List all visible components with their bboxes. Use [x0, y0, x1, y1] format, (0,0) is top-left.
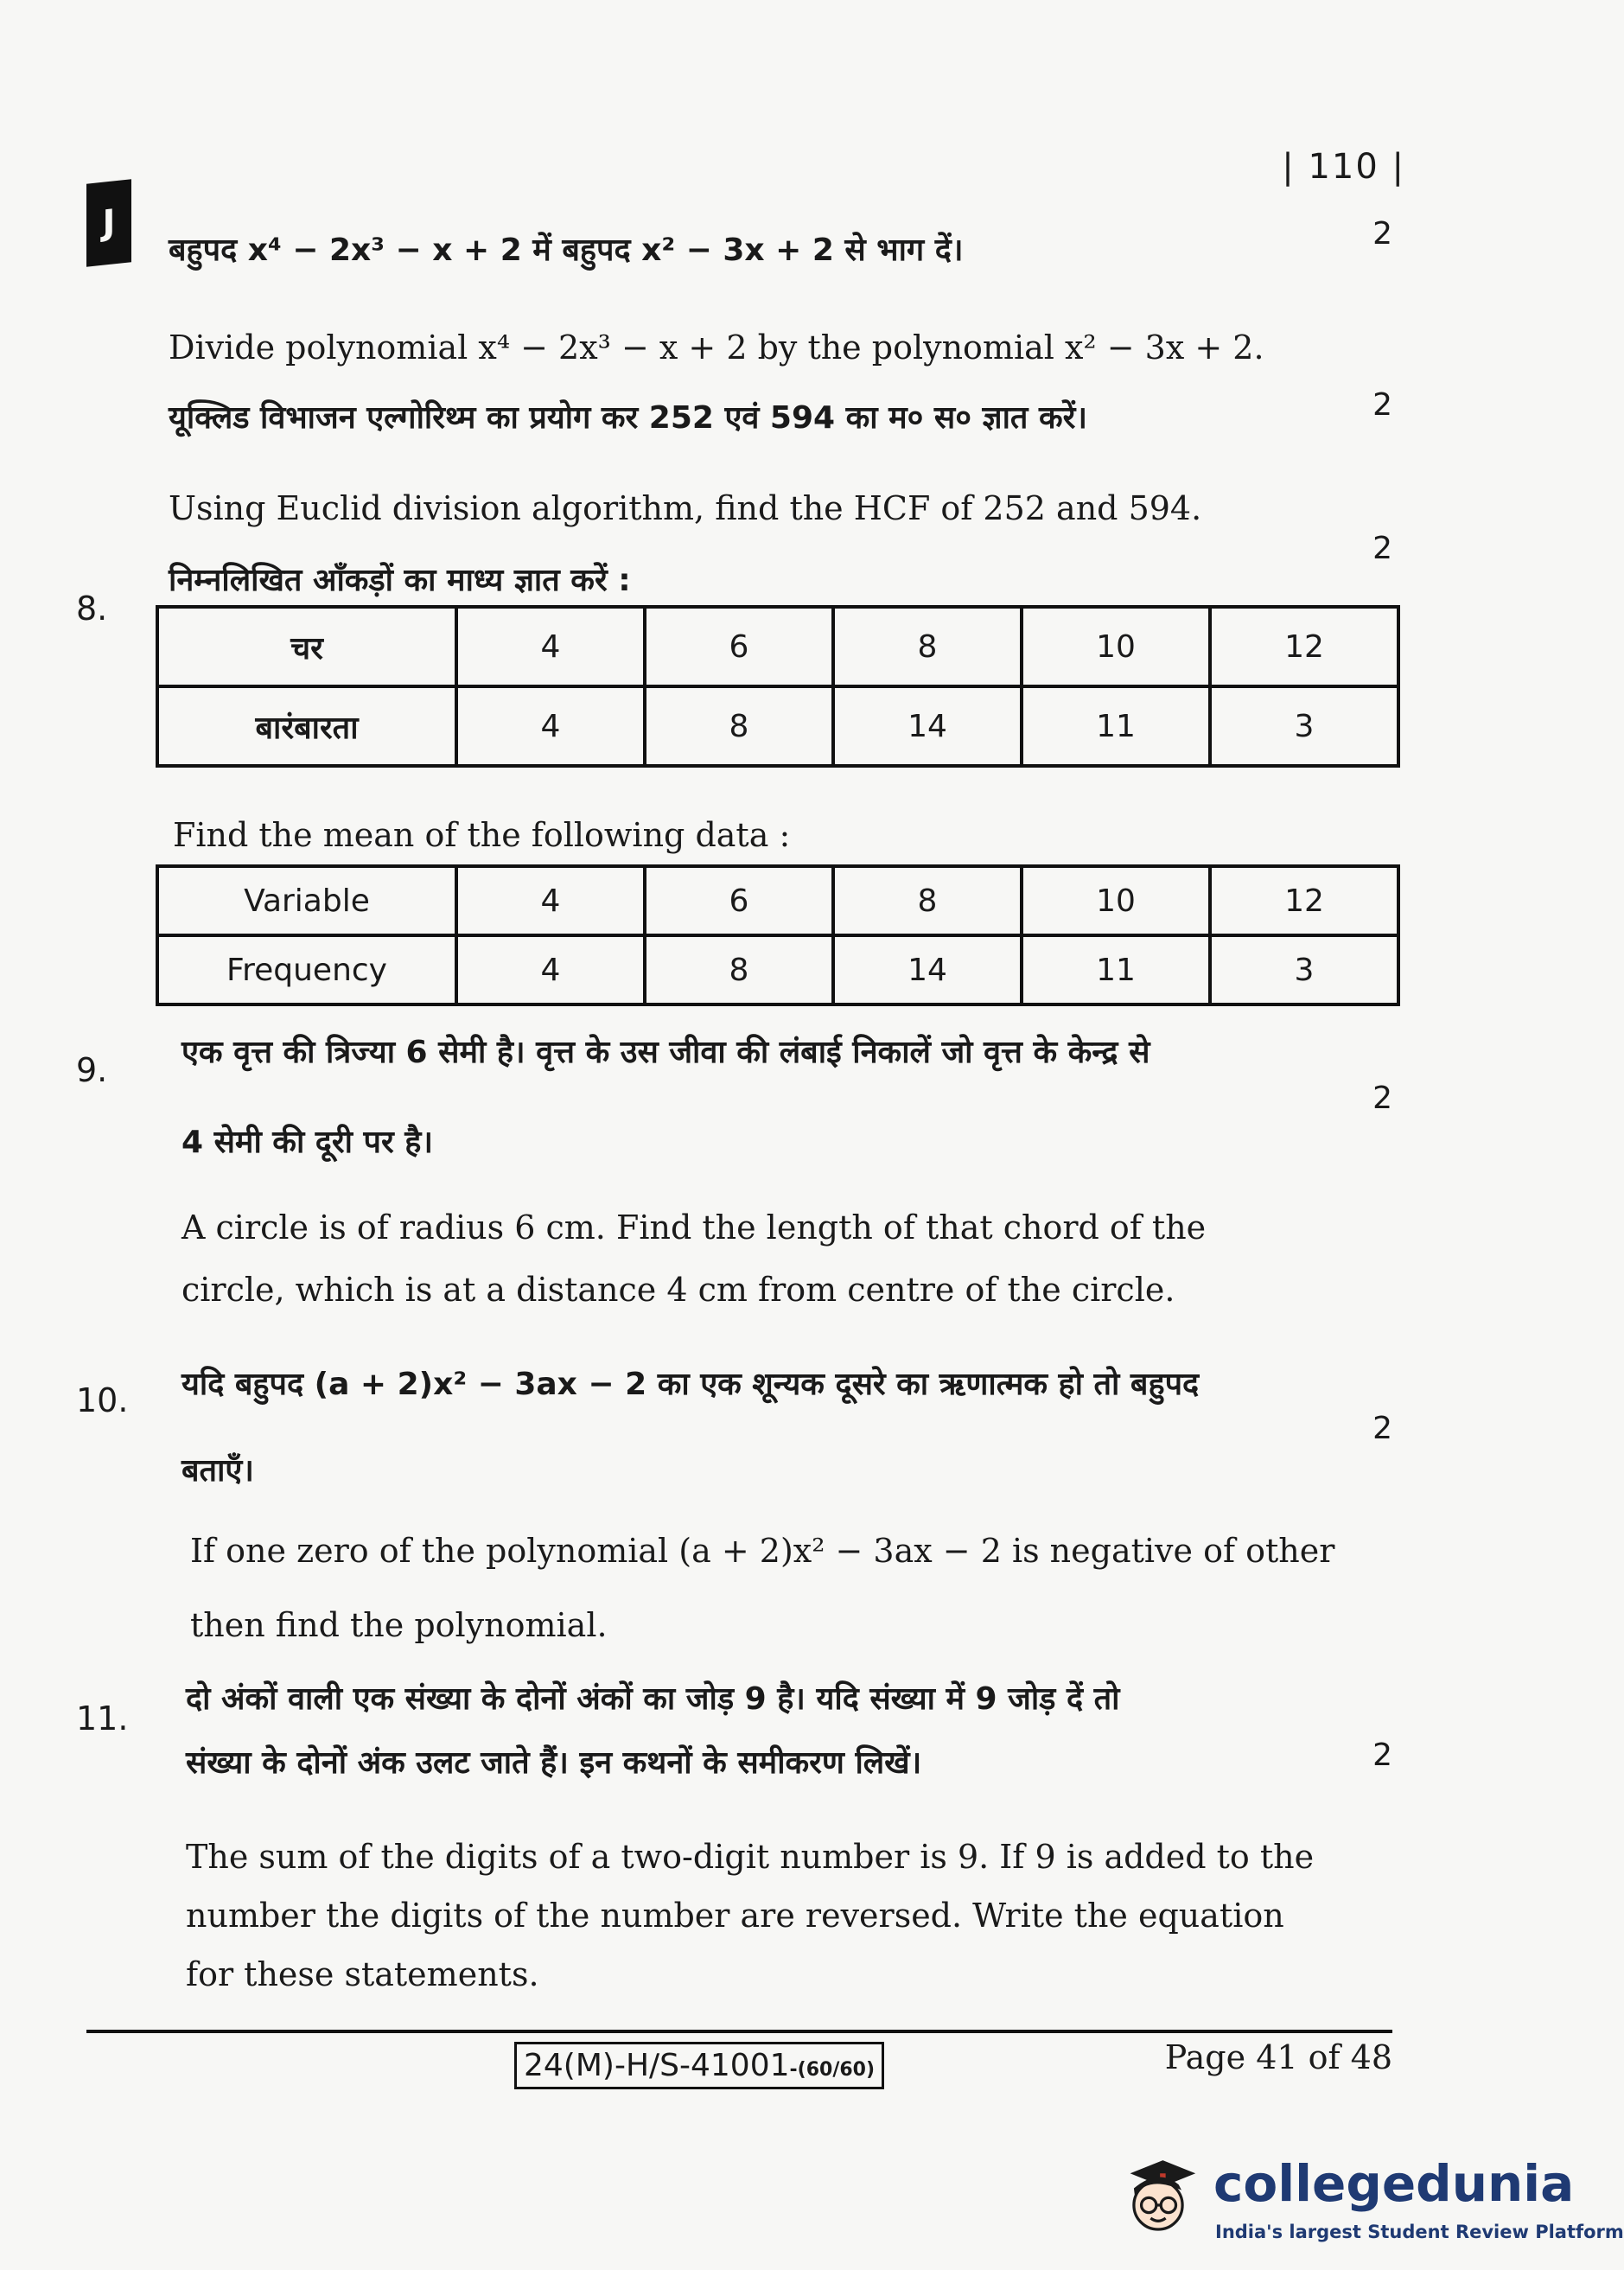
brand-name: collegedunia — [1213, 2154, 1575, 2213]
table-cell: 14 — [833, 935, 1022, 1004]
data-table-english — [156, 864, 1400, 1006]
table-cell: 3 — [1210, 935, 1398, 1004]
q9-hindi-line1: एक वृत्त की त्रिज्या 6 सेमी है। वृत्त के उस जीवा की लंबाई निकालें जो वृत्त के केन्द्र से — [182, 1035, 1150, 1070]
table-cell: 4 — [456, 607, 645, 686]
table-cell: 11 — [1022, 935, 1210, 1004]
q-poly-division-english: Divide polynomial x⁴ − 2x³ − x + 2 by the polynomial x² − 3x + 2. — [169, 328, 1264, 367]
q8-hindi: निम्नलिखित आँकड़ों का माध्य ज्ञात करें : — [169, 563, 631, 598]
table-row — [157, 866, 1398, 935]
q9-marks: 2 — [1372, 1081, 1392, 1116]
q8-marks: 2 — [1372, 531, 1392, 566]
q10-hindi-line1: यदि बहुपद (a + 2)x² − 3ax − 2 का एक शून्यक दूसरे का ऋणात्मक हो तो बहुपद — [182, 1367, 1200, 1402]
table-cell: बारंबारता — [157, 686, 456, 766]
table-cell: 12 — [1210, 607, 1398, 686]
table-cell: 3 — [1210, 686, 1398, 766]
q10-english-line2: then find the polynomial. — [190, 1606, 608, 1644]
table-cell: 10 — [1022, 607, 1210, 686]
data-table-hindi — [156, 605, 1400, 768]
table-cell: 8 — [645, 686, 833, 766]
q-euclid-marks: 2 — [1372, 387, 1392, 423]
table-cell: 12 — [1210, 866, 1398, 935]
q9-english-line1: A circle is of radius 6 cm. Find the length of that chord of the — [182, 1208, 1207, 1247]
table-cell: 6 — [645, 607, 833, 686]
q9-english-line2: circle, which is at a distance 4 cm from centre of the circle. — [182, 1271, 1175, 1309]
table-row — [157, 607, 1398, 686]
collegedunia-watermark — [1111, 2139, 1624, 2251]
page-number: Page 41 of 48 — [1164, 2038, 1392, 2076]
footer-divider — [86, 2030, 1392, 2033]
paper-code — [514, 2042, 884, 2089]
question-number: 8. — [76, 590, 108, 628]
brand-tagline: India's largest Student Review Platform — [1215, 2222, 1624, 2242]
table-cell: Variable — [157, 866, 456, 935]
table-row — [157, 686, 1398, 766]
table-cell: 6 — [645, 866, 833, 935]
q10-english-line1: If one zero of the polynomial (a + 2)x² − 3ax − 2 is negative of other — [190, 1532, 1335, 1570]
q8-english: Find the mean of the following data : — [173, 816, 791, 854]
q11-english-line3: for these statements. — [186, 1955, 539, 1993]
q11-marks: 2 — [1372, 1738, 1392, 1773]
q11-english-line1: The sum of the digits of a two-digit number is 9. If 9 is added to the — [186, 1838, 1315, 1876]
question-number: 9. — [76, 1051, 108, 1089]
q10-marks: 2 — [1372, 1411, 1392, 1446]
table-cell: 8 — [645, 935, 833, 1004]
table-cell: Frequency — [157, 935, 456, 1004]
series-badge: J — [86, 179, 131, 266]
table-cell: चर — [157, 607, 456, 686]
q10-hindi-line2: बताएँ। — [182, 1453, 254, 1489]
q-euclid-hindi: यूक्लिड विभाजन एल्गोरिथ्म का प्रयोग कर 252 एवं 594 का म० स० ज्ञात करें। — [169, 400, 1087, 436]
page-code: | 110 | — [1282, 147, 1405, 187]
table-cell: 4 — [456, 866, 645, 935]
table-cell: 4 — [456, 935, 645, 1004]
q-poly-division-hindi: बहुपद x⁴ − 2x³ − x + 2 में बहुपद x² − 3x + 2 से भाग दें। — [169, 233, 964, 268]
paper-code-text: 24(M)-H/S-41001 — [524, 2048, 790, 2083]
q11-hindi-line1: दो अंकों वाली एक संख्या के दोनों अंकों का जोड़ 9 है। यदि संख्या में 9 जोड़ दें तो — [186, 1681, 1120, 1717]
table-cell: 10 — [1022, 866, 1210, 935]
table-cell: 8 — [833, 866, 1022, 935]
q11-english-line2: number the digits of the number are reversed. Write the equation — [186, 1897, 1284, 1935]
question-number: 10. — [76, 1381, 129, 1419]
q11-hindi-line2: संख्या के दोनों अंक उलट जाते हैं। इन कथनों के समीकरण लिखें। — [186, 1745, 922, 1781]
question-number: 11. — [76, 1699, 129, 1738]
q-euclid-english: Using Euclid division algorithm, find the HCF of 252 and 594. — [169, 489, 1202, 527]
table-row — [157, 935, 1398, 1004]
paper-code-suffix: -(60/60) — [789, 2059, 876, 2081]
table-cell: 14 — [833, 686, 1022, 766]
q9-hindi-line2: 4 सेमी की दूरी पर है। — [182, 1125, 433, 1160]
q-poly-division-marks: 2 — [1372, 216, 1392, 252]
table-cell: 4 — [456, 686, 645, 766]
collegedunia-logo-icon — [1111, 2147, 1205, 2241]
table-cell: 11 — [1022, 686, 1210, 766]
table-cell: 8 — [833, 607, 1022, 686]
